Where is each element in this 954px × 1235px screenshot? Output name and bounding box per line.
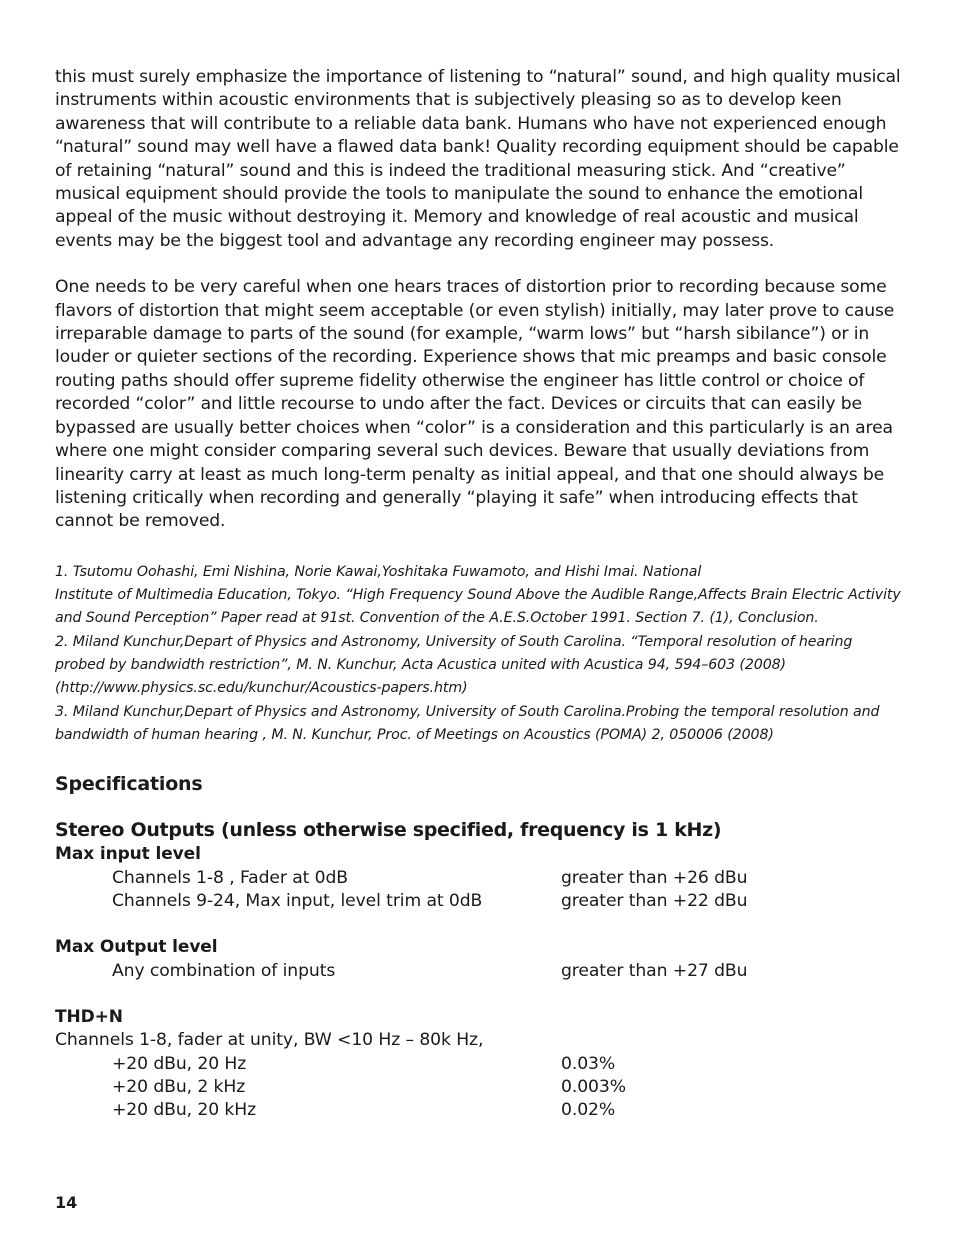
thd-title: THD+N <box>55 1006 123 1027</box>
spec-value: greater than +27 dBu <box>561 960 748 981</box>
page-content <box>55 66 905 1123</box>
specifications-heading: Specifications <box>55 773 203 796</box>
footnote: 1. Tsutomu Oohashi, Emi Nishina, Norie Kawai,Yoshitaka Fuwamoto, and Hishi Imai. National <box>55 563 702 580</box>
footnote: 3. Miland Kunchur,Depart of Physics and Astronomy, University of South Carolina.Probing the temporal resolution and bandwidth of human hearing , M. N. Kunchur, Proc. of Meetings on Acoustics (POMA) 2, 050006 (2008) <box>55 703 880 743</box>
body-paragraph: this must surely emphasize the importance of listening to “natural” sound, and high quality musical instruments within acoustic environments that is subjectively pleasing so as to develop keen awareness that will contribute to a reliable data bank. Humans who have not experienced enough “natural” sound may well have a flawed data bank! Quality recording equipment should be capable of retaining “natural” sound and this is indeed the traditional measuring stick. And “creative” musical equipment should provide the tools to manipulate the sound to enhance the emotional appeal of the music without destroying it. Memory and knowledge of real acoustic and musical events may be the biggest tool and advantage any recording engineer may possess. <box>55 67 901 251</box>
footnote: 2. Miland Kunchur,Depart of Physics and Astronomy, University of South Carolina. “Temporal resolution of hearing probed by bandwidth restriction”, M. N. Kunchur, Acta Acustica united with Acustica 94, 594–603 (2008) (http://www.physics.sc.edu/kunchur/Acoustics-papers.htm) <box>55 633 853 697</box>
spec-label: Channels 1-8 , Fader at 0dB <box>112 867 348 888</box>
body-paragraph: One needs to be very careful when one hears traces of distortion prior to recording because some flavors of distortion that might seem acceptable (or even stylish) initially, may later prove to cause irreparable damage to parts of the sound (for example, “warm lows” but “harsh sibilance”) or in louder or quieter sections of the recording. Experience shows that mic preamps and basic console routing paths should offer supreme fidelity otherwise the engineer has little control or choice of recorded “color” and little recourse to undo after the fact. Devices or circuits that can easily be bypassed are usually better choices when “color” is a consideration and this particularly is an area where one might consider comparing several such devices. Beware that usually deviations from linearity carry at least as much long-term penalty as initial appeal, and that one should always be listening critically when recording and generally “playing it safe” when introducing effects that cannot be removed. <box>55 277 895 532</box>
spec-label: Any combination of inputs <box>112 960 336 981</box>
spec-row <box>55 1053 905 1076</box>
spec-value: greater than +26 dBu <box>561 867 748 888</box>
spec-label: +20 dBu, 20 kHz <box>112 1100 256 1121</box>
page-number: 14 <box>55 1193 78 1212</box>
spec-value: 0.02% <box>561 1100 616 1121</box>
spec-label: Channels 9-24, Max input, level trim at 0dB <box>112 890 483 911</box>
max-output-title: Max Output level <box>55 937 218 958</box>
spec-row <box>55 1099 905 1122</box>
spec-value: 0.003% <box>561 1077 626 1098</box>
spec-row <box>55 867 905 890</box>
footnote: Institute of Multimedia Education, Tokyo. “High Frequency Sound Above the Audible Range,Affects Brain Electric Activity and Sound Perception” Paper read at 91st. Convention of the A.E.S.October 1991. Section 7. (1), Conclusion. <box>55 587 901 627</box>
spec-row <box>55 1076 905 1099</box>
spec-value: greater than +22 dBu <box>561 890 748 911</box>
spec-intro-row <box>55 1029 905 1052</box>
spec-label: +20 dBu, 2 kHz <box>112 1077 246 1098</box>
max-output-section <box>55 936 905 983</box>
thd-intro: Channels 1-8, fader at unity, BW <10 Hz – 80k Hz, <box>55 1030 484 1051</box>
spec-label: +20 dBu, 20 Hz <box>112 1053 247 1074</box>
spec-value: 0.03% <box>561 1053 616 1074</box>
spec-row <box>55 960 905 983</box>
thd-section <box>55 1006 905 1123</box>
max-input-section <box>55 843 905 913</box>
max-input-title: Max input level <box>55 844 201 865</box>
footnotes <box>55 561 905 747</box>
stereo-outputs-heading: Stereo Outputs (unless otherwise specified, frequency is 1 kHz) <box>55 819 722 842</box>
spec-row <box>55 890 905 913</box>
